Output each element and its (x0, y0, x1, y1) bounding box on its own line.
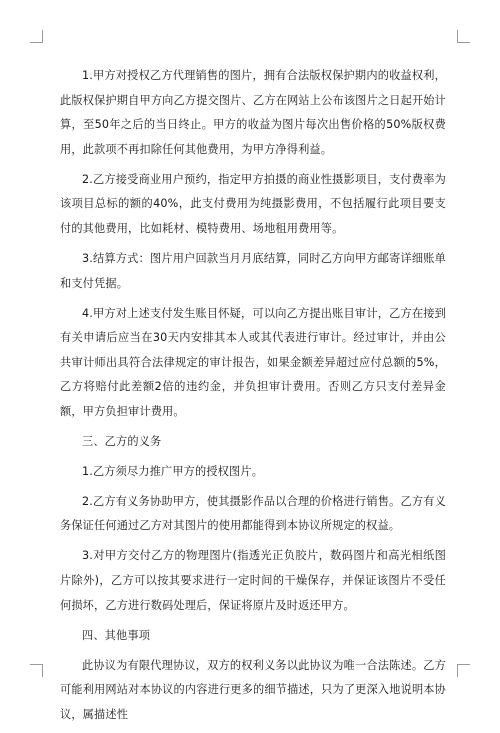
paragraph-settlement: 3.结算方式：图片用户回款当月月底结算，同时乙方向甲方邮寄详细账单和支付凭据。 (60, 251, 446, 290)
section-heading-other-matters: 四、其他事项 (82, 628, 151, 642)
paragraph-promotion: 1.乙方须尽力推广甲方的授权图片。 (82, 464, 264, 478)
crop-mark-bottom-right (457, 664, 470, 677)
paragraph-royalty-rights: 1.甲方对授权乙方代理销售的图片，拥有合法版权保护期内的收益权利，此版权保护期自甲方向乙方提交图片、乙方在网站上公布该图片之日起开始计算，至50年之后的当日终止。甲方的收益为图片每次出售价格的50%版权费用，此款项不再扣除任何其他费用，为甲方净得利益。 (60, 69, 446, 156)
paragraph-commercial-shoot: 2.乙方接受商业用户预约，指定甲方拍摄的商业性摄影项目，支付费率为该项目总标的额的40%，此支付费用为纯摄影费用，不包括履行此项目要支付的其他费用，比如耗材、模特费用、场地租用费用等。 (60, 172, 446, 235)
paragraph-physical-images: 3.对甲方交付乙方的物理图片(指透光正负胶片，数码图片和高光相纸图片除外)，乙方可以按其要求进行一定时间的干燥保存，并保证该图片不受任何损坏，乙方进行数码处理后，保证将原片及时返还甲方。 (60, 549, 446, 612)
document-body (60, 64, 446, 733)
paragraph-limited-agency: 此协议为有限代理协议，双方的权利义务以此协议为唯一合法陈述。乙方可能利用网站对本协议的内容进行更多的细节描述，只为了更深入地说明本协议，属描述性 (60, 658, 446, 721)
section-heading-party-b-obligations: 三、乙方的义务 (82, 434, 162, 448)
crop-mark-bottom-left (30, 664, 43, 677)
crop-mark-top-right (457, 30, 470, 43)
paragraph-assist-sales: 2.乙方有义务协助甲方，使其摄影作品以合理的价格进行销售。乙方有义务保证任何通过乙方对其图片的使用都能得到本协议所规定的权益。 (60, 494, 446, 533)
paragraph-audit: 4.甲方对上述支付发生账目怀疑，可以向乙方提出账目审计，乙方在接到有关申请后应当在30天内安排其本人或其代表进行审计。经过审计，并由公共审计师出具符合法律规定的审计报告，如果金额差异超过应付总额的5%，乙方将赔付此差额2倍的违约金，并负担审计费用。否则乙方只支付差异金额，甲方负担审计费用。 (60, 306, 446, 418)
crop-mark-top-left (30, 30, 43, 43)
